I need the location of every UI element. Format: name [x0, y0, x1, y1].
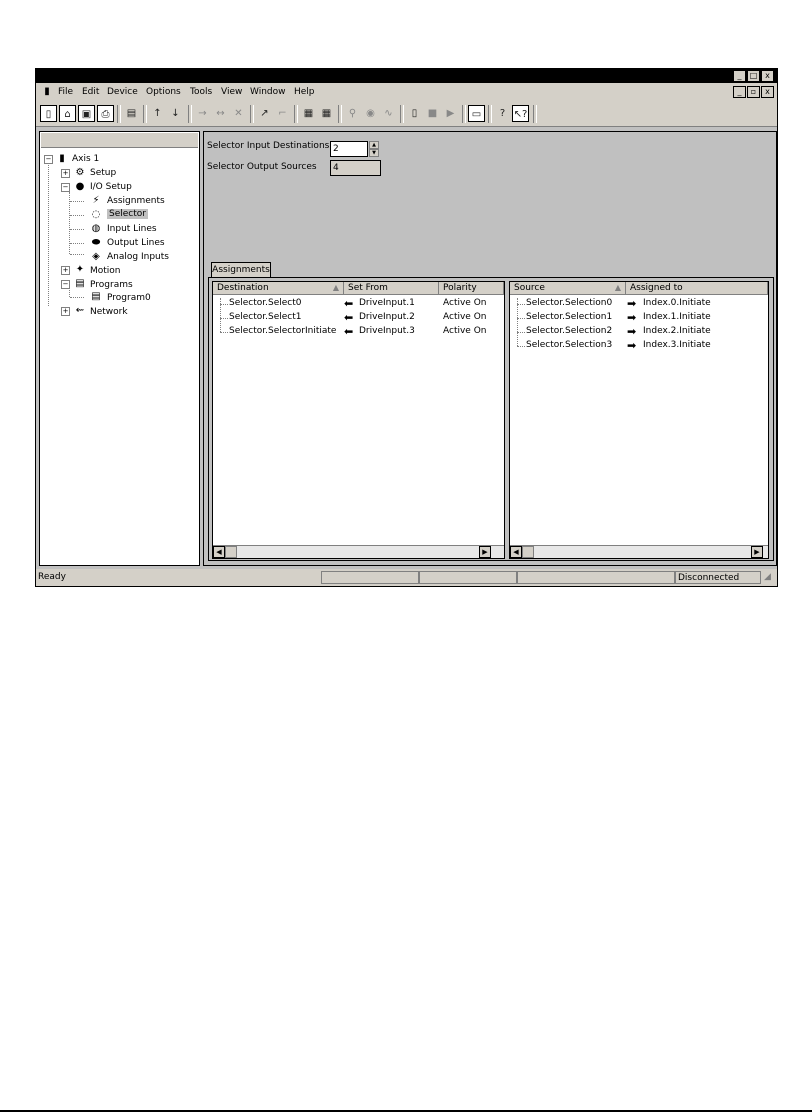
tree-setup[interactable]: Setup — [90, 168, 117, 178]
child-minimize-button[interactable]: _ — [733, 86, 746, 98]
project-tree — [39, 131, 200, 566]
tree-programs[interactable]: Programs — [90, 280, 133, 290]
output-sources-field: 4 — [330, 160, 381, 176]
drive-icon[interactable]: ◉ — [362, 105, 379, 122]
status-text: Ready — [38, 572, 66, 582]
cell-source: Selector.Selection1 — [526, 312, 613, 322]
scroll-right-icon[interactable]: ▶ — [751, 546, 763, 558]
menu-options[interactable]: Options — [146, 87, 181, 97]
header-set-from[interactable]: Set From — [344, 282, 439, 295]
panel-icon[interactable]: ▭ — [468, 105, 485, 122]
arrow-right-icon: ➡ — [627, 339, 637, 352]
programs-icon: ▤ — [75, 278, 85, 289]
selector-icon: ◌ — [91, 209, 101, 220]
resize-grip-icon[interactable]: ◢ — [764, 572, 771, 582]
watch-icon[interactable]: ▯ — [406, 105, 423, 122]
cell-destination: Selector.SelectorInitiate — [229, 326, 337, 336]
cell-assigned-to: Index.0.Initiate — [643, 298, 711, 308]
tree-io-setup[interactable]: I/O Setup — [90, 182, 132, 192]
expand-setup-icon[interactable]: + — [62, 169, 69, 177]
collapse-programs-icon[interactable]: − — [62, 280, 69, 288]
maximize-button[interactable]: □ — [747, 70, 760, 82]
context-help-icon[interactable]: ↖? — [512, 105, 529, 122]
scroll-left-icon[interactable]: ◀ — [213, 546, 225, 558]
scroll-thumb[interactable] — [522, 546, 534, 558]
input-destinations-spinner[interactable] — [369, 141, 379, 157]
tree-program0[interactable]: Program0 — [107, 293, 151, 303]
network-icon: ⇜ — [75, 305, 85, 316]
tree-output-lines[interactable]: Output Lines — [107, 238, 165, 248]
destination-list — [212, 281, 505, 559]
connect-icon[interactable]: → — [194, 105, 211, 122]
oscilloscope-icon[interactable]: ∿ — [380, 105, 397, 122]
upload-icon[interactable]: ↑ — [149, 105, 166, 122]
source-hscrollbar[interactable] — [510, 545, 768, 558]
status-pane — [517, 571, 675, 584]
menu-view[interactable]: View — [221, 87, 243, 97]
run-icon[interactable]: ▶ — [442, 105, 459, 122]
arrow-left-icon: ⬅ — [344, 311, 354, 324]
menu-help[interactable]: Help — [294, 87, 315, 97]
download-all-icon[interactable]: ↓ — [167, 105, 184, 122]
stop-icon[interactable]: ■ — [424, 105, 441, 122]
spin-down-icon[interactable]: ▼ — [369, 149, 379, 157]
close-button[interactable]: x — [761, 70, 774, 82]
expand-network-icon[interactable]: + — [62, 307, 69, 315]
header-destination[interactable]: Destination ▲ — [213, 282, 344, 295]
child-restore-button[interactable]: ▫ — [747, 86, 760, 98]
delete-icon[interactable]: ⌐ — [274, 105, 291, 122]
motion-icon: ✦ — [75, 264, 85, 275]
header-source[interactable]: Source ▲ — [510, 282, 626, 295]
cell-set-from: DriveInput.2 — [359, 312, 415, 322]
scroll-left-icon[interactable]: ◀ — [510, 546, 522, 558]
collapse-io-setup-icon[interactable]: − — [62, 183, 69, 191]
tree-network[interactable]: Network — [90, 307, 128, 317]
tree-motion[interactable]: Motion — [90, 266, 121, 276]
io-setup-icon: ● — [75, 181, 85, 192]
status-pane — [321, 571, 419, 584]
tree-assignments[interactable]: Assignments — [107, 196, 165, 206]
collapse-axis-icon[interactable]: − — [45, 155, 52, 163]
title-bar — [36, 69, 777, 83]
arrow-right-icon: ➡ — [627, 297, 637, 310]
spin-up-icon[interactable]: ▲ — [369, 141, 379, 149]
cell-polarity: Active On — [443, 298, 487, 308]
disconnect-icon[interactable]: ↔ — [212, 105, 229, 122]
cell-source: Selector.Selection2 — [526, 326, 613, 336]
destination-hscrollbar[interactable] — [213, 545, 504, 558]
status-pane — [419, 571, 517, 584]
tree-analog-inputs[interactable]: Analog Inputs — [107, 252, 169, 262]
status-bar — [36, 569, 777, 586]
setup-icon: ⚙ — [75, 167, 85, 178]
input-lines-icon: ◍ — [91, 223, 101, 234]
cell-source: Selector.Selection3 — [526, 340, 613, 350]
tree-selector[interactable]: Selector — [109, 209, 146, 219]
cancel-icon[interactable]: ✕ — [230, 105, 247, 122]
arrow-left-icon: ⬅ — [344, 297, 354, 310]
sort-arrow-icon: ▲ — [332, 283, 339, 292]
menu-edit[interactable]: Edit — [82, 87, 100, 97]
scroll-right-icon[interactable]: ▶ — [479, 546, 491, 558]
scroll-thumb[interactable] — [225, 546, 237, 558]
app-icon: ▮ — [44, 86, 50, 97]
menu-bar — [36, 83, 777, 101]
menu-tools[interactable]: Tools — [190, 87, 213, 97]
cell-source: Selector.Selection0 — [526, 298, 613, 308]
input-destinations-field[interactable]: 2 — [330, 141, 368, 157]
properties-icon[interactable]: ▦ — [300, 105, 317, 122]
output-sources-label: Selector Output Sources — [207, 162, 317, 172]
cell-set-from: DriveInput.3 — [359, 326, 415, 336]
menu-device[interactable]: Device — [107, 87, 138, 97]
tree-axis-1[interactable]: Axis 1 — [72, 154, 100, 164]
download-icon[interactable]: ▤ — [123, 105, 140, 122]
header-assigned-to[interactable]: Assigned to — [626, 282, 768, 295]
cell-destination: Selector.Select0 — [229, 298, 302, 308]
expand-motion-icon[interactable]: + — [62, 266, 69, 274]
selector-view — [203, 131, 777, 566]
child-close-button[interactable]: x — [761, 86, 774, 98]
print-icon[interactable]: ⎙ — [97, 105, 114, 122]
save-icon[interactable]: ▣ — [78, 105, 95, 122]
toolbar — [36, 101, 777, 127]
minimize-button[interactable]: _ — [733, 70, 746, 82]
tree-header — [41, 133, 198, 148]
cell-assigned-to: Index.2.Initiate — [643, 326, 711, 336]
arrow-right-icon: ➡ — [627, 311, 637, 324]
help-icon[interactable]: ? — [494, 105, 511, 122]
cell-destination: Selector.Select1 — [229, 312, 302, 322]
cell-polarity: Active On — [443, 326, 487, 336]
open-icon[interactable]: ⌂ — [59, 105, 76, 122]
cell-assigned-to: Index.1.Initiate — [643, 312, 711, 322]
source-list — [509, 281, 769, 559]
insert-icon[interactable]: ↗ — [256, 105, 273, 122]
cell-assigned-to: Index.3.Initiate — [643, 340, 711, 350]
arrow-right-icon: ➡ — [627, 325, 637, 338]
assignments-tab-panel — [208, 277, 774, 561]
application-window — [35, 68, 778, 587]
program-icon: ▤ — [91, 291, 101, 302]
output-lines-icon: ⬬ — [91, 237, 101, 248]
duplicate-icon[interactable]: ▦ — [318, 105, 335, 122]
cell-set-from: DriveInput.1 — [359, 298, 415, 308]
connection-status: Disconnected — [675, 571, 761, 584]
menu-file[interactable]: File — [58, 87, 74, 97]
axis-icon: ▮ — [59, 153, 65, 164]
arrow-left-icon: ⬅ — [344, 325, 354, 338]
header-polarity[interactable]: Polarity — [439, 282, 504, 295]
analog-inputs-icon: ◈ — [92, 251, 100, 262]
tab-assignments[interactable]: Assignments — [211, 262, 271, 278]
cell-polarity: Active On — [443, 312, 487, 322]
find-icon[interactable]: ⚲ — [344, 105, 361, 122]
menu-window[interactable]: Window — [250, 87, 286, 97]
tree-input-lines[interactable]: Input Lines — [107, 224, 157, 234]
input-destinations-label: Selector Input Destinations — [207, 141, 330, 151]
new-icon[interactable]: ▯ — [40, 105, 57, 122]
sort-arrow-icon: ▲ — [614, 283, 621, 292]
assignments-icon: ⚡ — [92, 195, 100, 206]
page-rule — [0, 1110, 812, 1112]
